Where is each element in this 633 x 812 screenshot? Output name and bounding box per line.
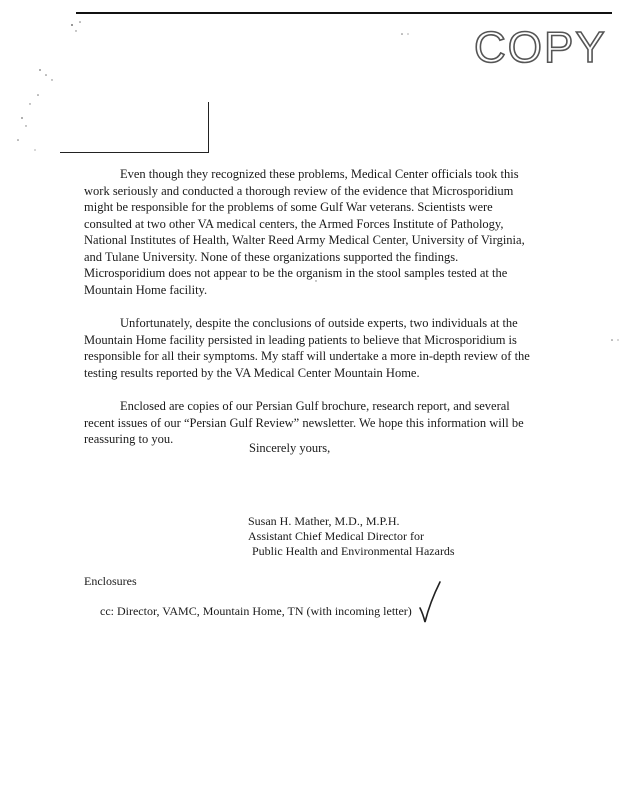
text-line: Enclosed are copies of our Persian Gulf brochure, research report, and several bbox=[120, 399, 510, 413]
checkmark-icon bbox=[418, 580, 442, 624]
paragraph-1 bbox=[84, 166, 554, 298]
signer-name: Susan H. Mather, M.D., M.P.H. bbox=[248, 514, 400, 528]
cc-line: cc: Director, VAMC, Mountain Home, TN (with incoming letter) bbox=[100, 604, 412, 618]
text-line: recent issues of our “Persian Gulf Review” newsletter. We hope this information will be bbox=[84, 415, 524, 430]
enclosures-label: Enclosures bbox=[84, 574, 137, 588]
text-line: Even though they recognized these problems, Medical Center officials took this bbox=[120, 167, 519, 181]
signer-title: Assistant Chief Medical Director for bbox=[248, 529, 424, 543]
text-line: National Institutes of Health, Walter Reed Army Medical Center, University of Virginia, bbox=[84, 233, 525, 247]
signer-title: Public Health and Environmental Hazards bbox=[252, 544, 455, 558]
paragraph-2 bbox=[84, 315, 554, 381]
copy-stamp: COPY bbox=[474, 23, 607, 72]
signature-block bbox=[248, 514, 455, 559]
text-line: might be responsible for the problems of some Gulf War veterans. Scientists were bbox=[84, 200, 493, 214]
text-line: testing results reported by the VA Medical Center Mountain Home. bbox=[84, 365, 420, 380]
closing: Sincerely yours, bbox=[249, 441, 331, 455]
top-rule bbox=[76, 12, 612, 14]
text-line: Mountain Home facility persisted in leading patients to believe that Microsporidium is bbox=[84, 332, 517, 347]
text-line: and Tulane University. None of these organizations supported the findings. bbox=[84, 249, 459, 264]
text-line: Unfortunately, despite the conclusions of outside experts, two individuals at the bbox=[120, 316, 518, 330]
text-line: work seriously and conducted a thorough review of the evidence that Microsporidium bbox=[84, 183, 514, 198]
address-window-corner bbox=[60, 102, 209, 153]
text-line: responsible for all their symptoms. My staff will undertake a more in-depth review of the bbox=[84, 349, 530, 363]
text-line: reassuring to you. bbox=[84, 432, 174, 446]
letter-body bbox=[84, 166, 554, 465]
text-line: Microsporidium does not appear to be the organism in the stool samples tested at the bbox=[84, 266, 508, 280]
text-line: Mountain Home facility. bbox=[84, 282, 208, 297]
text-line: consulted at two other VA medical centers, the Armed Forces Institute of Pathology, bbox=[84, 216, 504, 231]
